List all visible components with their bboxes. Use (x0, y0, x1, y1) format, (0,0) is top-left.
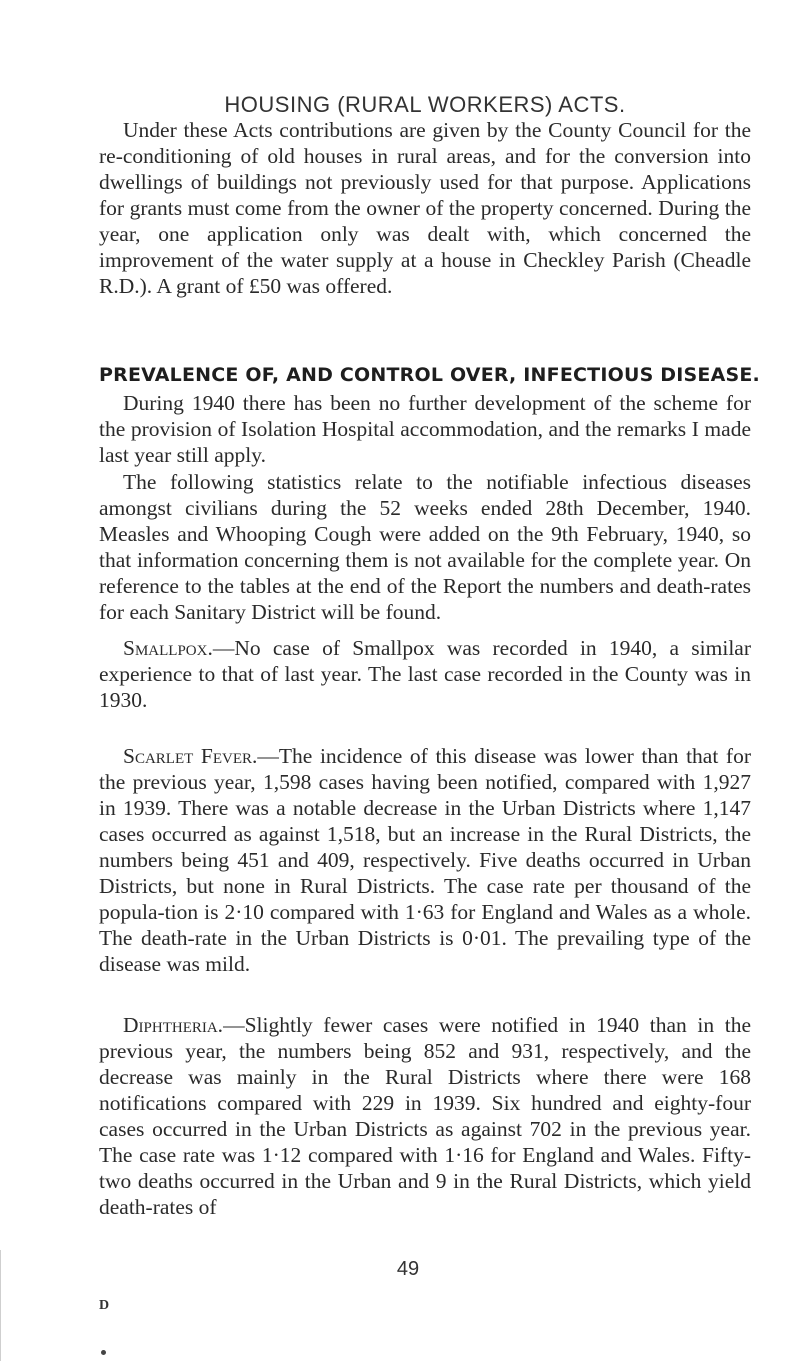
smallpox-text: —No case of Smallpox was recorded in 1940, a similar experience to that of last year. The last case recorded in the County was in 1930. (99, 636, 751, 712)
paragraph-text (99, 743, 751, 977)
signature-mark: D (99, 1298, 110, 1313)
page-number: 49 (396, 1258, 420, 1280)
diphtheria-text: —Slightly fewer cases were notified in 1940 than in the previous year, the numbers being 852 and 931, respectively, and the decrease was mainly in the Rural Districts where there were 168 notifications compared with 229 in 1939. Six hundred and eighty-four cases occurred in the Urban Districts as against 702 in the previous year. The case rate was 1·12 compared with 1·16 for England and Wales. Fifty-two deaths occurred in the Urban and 9 in the Rural Districts, which yield death-rates of (99, 1013, 751, 1219)
paragraph-text: The following statistics relate to the notifiable infectious diseases amongst civilians during the 52 weeks ended 28th December, 1940. Measles and Whooping Cough were added on the 9th February, 1940, so that information concerning them is not available for the complete year. On reference to the tables at the end of the Report the numbers and death-rates for each Sanitary District will be found. (99, 470, 751, 624)
paragraph-text: During 1940 there has been no further development of the scheme for the provision of Isolation Hospital accommodation, and the remarks I made last year still apply. (99, 391, 751, 467)
run-in-heading-scarlet-fever: Scarlet Fever. (123, 744, 258, 768)
section-heading-infectious-disease: PREVALENCE OF, AND CONTROL OVER, INFECTIOUS DISEASE. (99, 364, 760, 386)
paragraph-scarlet-fever (99, 743, 751, 977)
paragraph-housing (99, 117, 751, 299)
paragraph-isolation-hospital (99, 390, 751, 468)
scarlet-fever-text: —The incidence of this disease was lower than that for the previous year, 1,598 cases having been notified, compared with 1,927 in 1939. There was a notable decrease in the Urban Districts where 1,147 cases occurred as against 1,518, but an increase in the Rural Districts, the numbers being 451 and 409, respectively. Five deaths occurred in Urban Districts, but none in Rural Districts. The case rate per thousand of the popula-tion is 2·10 compared with 1·63 for England and Wales as a whole. The death-rate in the Urban Districts is 0·01. The prevailing type of the disease was mild. (99, 744, 751, 976)
page-edge-line (0, 1250, 1, 1361)
paragraph-statistics (99, 469, 751, 625)
section-heading-housing: HOUSING (RURAL WORKERS) ACTS. (224, 92, 626, 117)
run-in-heading-diphtheria: Diphtheria. (123, 1013, 224, 1037)
run-in-heading-smallpox: Smallpox. (123, 636, 213, 660)
paragraph-diphtheria (99, 1012, 751, 1220)
paragraph-text (99, 1012, 751, 1220)
paragraph-text (99, 635, 751, 713)
paragraph-text: Under these Acts contributions are given by the County Council for the re-conditioning of old houses in rural areas, and for the conversion into dwellings of buildings not previously used for that purpose. Applications for grants must come from the owner of the property concerned. During the year, one application only was dealt with, which concerned the improvement of the water supply at a house in Checkley Parish (Cheadle R.D.). A grant of £50 was offered. (99, 118, 751, 298)
ink-dot (101, 1350, 106, 1355)
paragraph-smallpox (99, 635, 751, 713)
